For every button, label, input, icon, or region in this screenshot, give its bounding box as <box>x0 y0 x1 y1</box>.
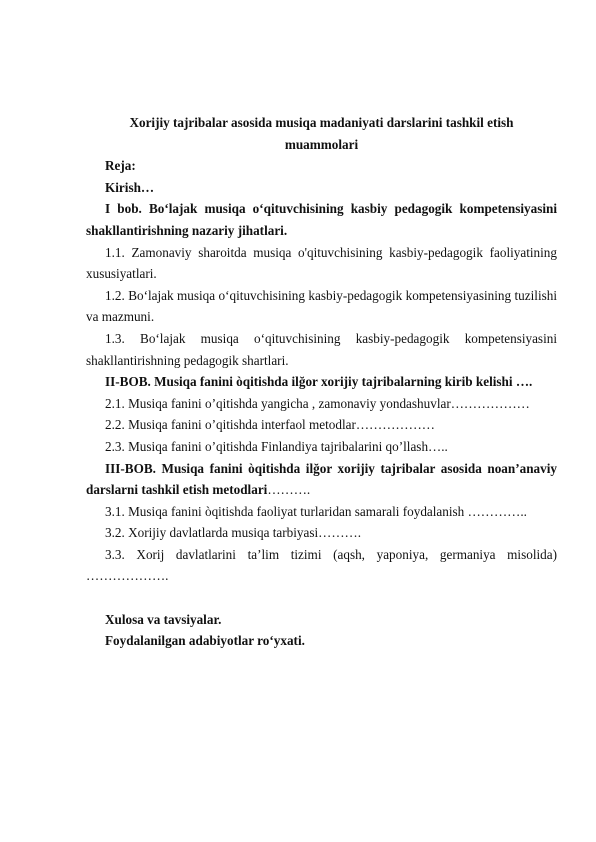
chapter-1-heading <box>86 198 557 241</box>
adabiyot-item: Foydalanilgan adabiyotlar ro‘yxati. <box>105 633 305 649</box>
document-page <box>86 112 557 652</box>
chapter-3-heading <box>86 458 557 501</box>
section-2-1: 2.1. Musiqa fanini o’qitishda yangicha , zamonaviy yondashuvlar……………… <box>105 395 530 411</box>
section-2-2: 2.2. Musiqa fanini o’qitishda interfaol metodlar……………… <box>105 417 435 433</box>
chapter-2-heading: II-BOB. Musiqa fanini òqitishda ilğor xorijiy tajribalarning kirib kelishi …. <box>105 374 533 390</box>
section-1-2: 1.2. Bo‘lajak musiqa o‘qituvchisining kasbiy-pedagogik kompetensiyasining tuzilishi va mazmuni. <box>86 287 557 325</box>
blank-line <box>86 587 557 609</box>
kirish-item: Kirish… <box>105 179 155 195</box>
section-1-1: 1.1. Zamonaviy sharoitda musiqa o'qituvchisining kasbiy-pedagogik faoliyatining xususiyatlari. <box>86 244 557 282</box>
chapter-1-title: Bo‘lajak musiqa o‘qituvchisining kasbiy pedagogik kompetensiyasini shakllantirishning nazariy jihatlari. <box>86 201 557 238</box>
section-3-2: 3.2. Xorijiy davlatlarda musiqa tarbiyasi………. <box>105 525 362 541</box>
title-line-1: Xorijiy tajribalar asosida musiqa madaniyati darslarini tashkil etish <box>129 115 514 130</box>
reja-heading: Reja: <box>105 158 136 174</box>
chapter-3-title: III-BOB. Musiqa fanini òqitishda ilğor xorijiy tajribalar asosida noan’anaviy darslarni tashkil etish metodlari <box>86 460 557 498</box>
section-2-3: 2.3. Musiqa fanini o’qitishda Finlandiya tajribalarini qo’llash….. <box>105 438 448 454</box>
document-title <box>86 112 557 155</box>
chapter-3-dots: ………. <box>267 482 311 498</box>
chapter-1-prefix: I bob. <box>105 201 142 217</box>
section-1-3: 1.3. Bo‘lajak musiqa o‘qituvchisining kasbiy-pedagogik kompetensiyasini shakllantirishning pedagogik shartlari. <box>86 330 557 368</box>
xulosa-item: Xulosa va tavsiyalar. <box>105 611 222 627</box>
section-3-3: 3.3. Xorij davlatlarini ta’lim tizimi (aqsh, yaponiya, germaniya misolida) ………………. <box>86 546 557 584</box>
title-line-2: muammolari <box>284 136 359 152</box>
section-3-1: 3.1. Musiqa fanini òqitishda faoliyat turlaridan samarali foydalanish ………….. <box>105 503 527 519</box>
